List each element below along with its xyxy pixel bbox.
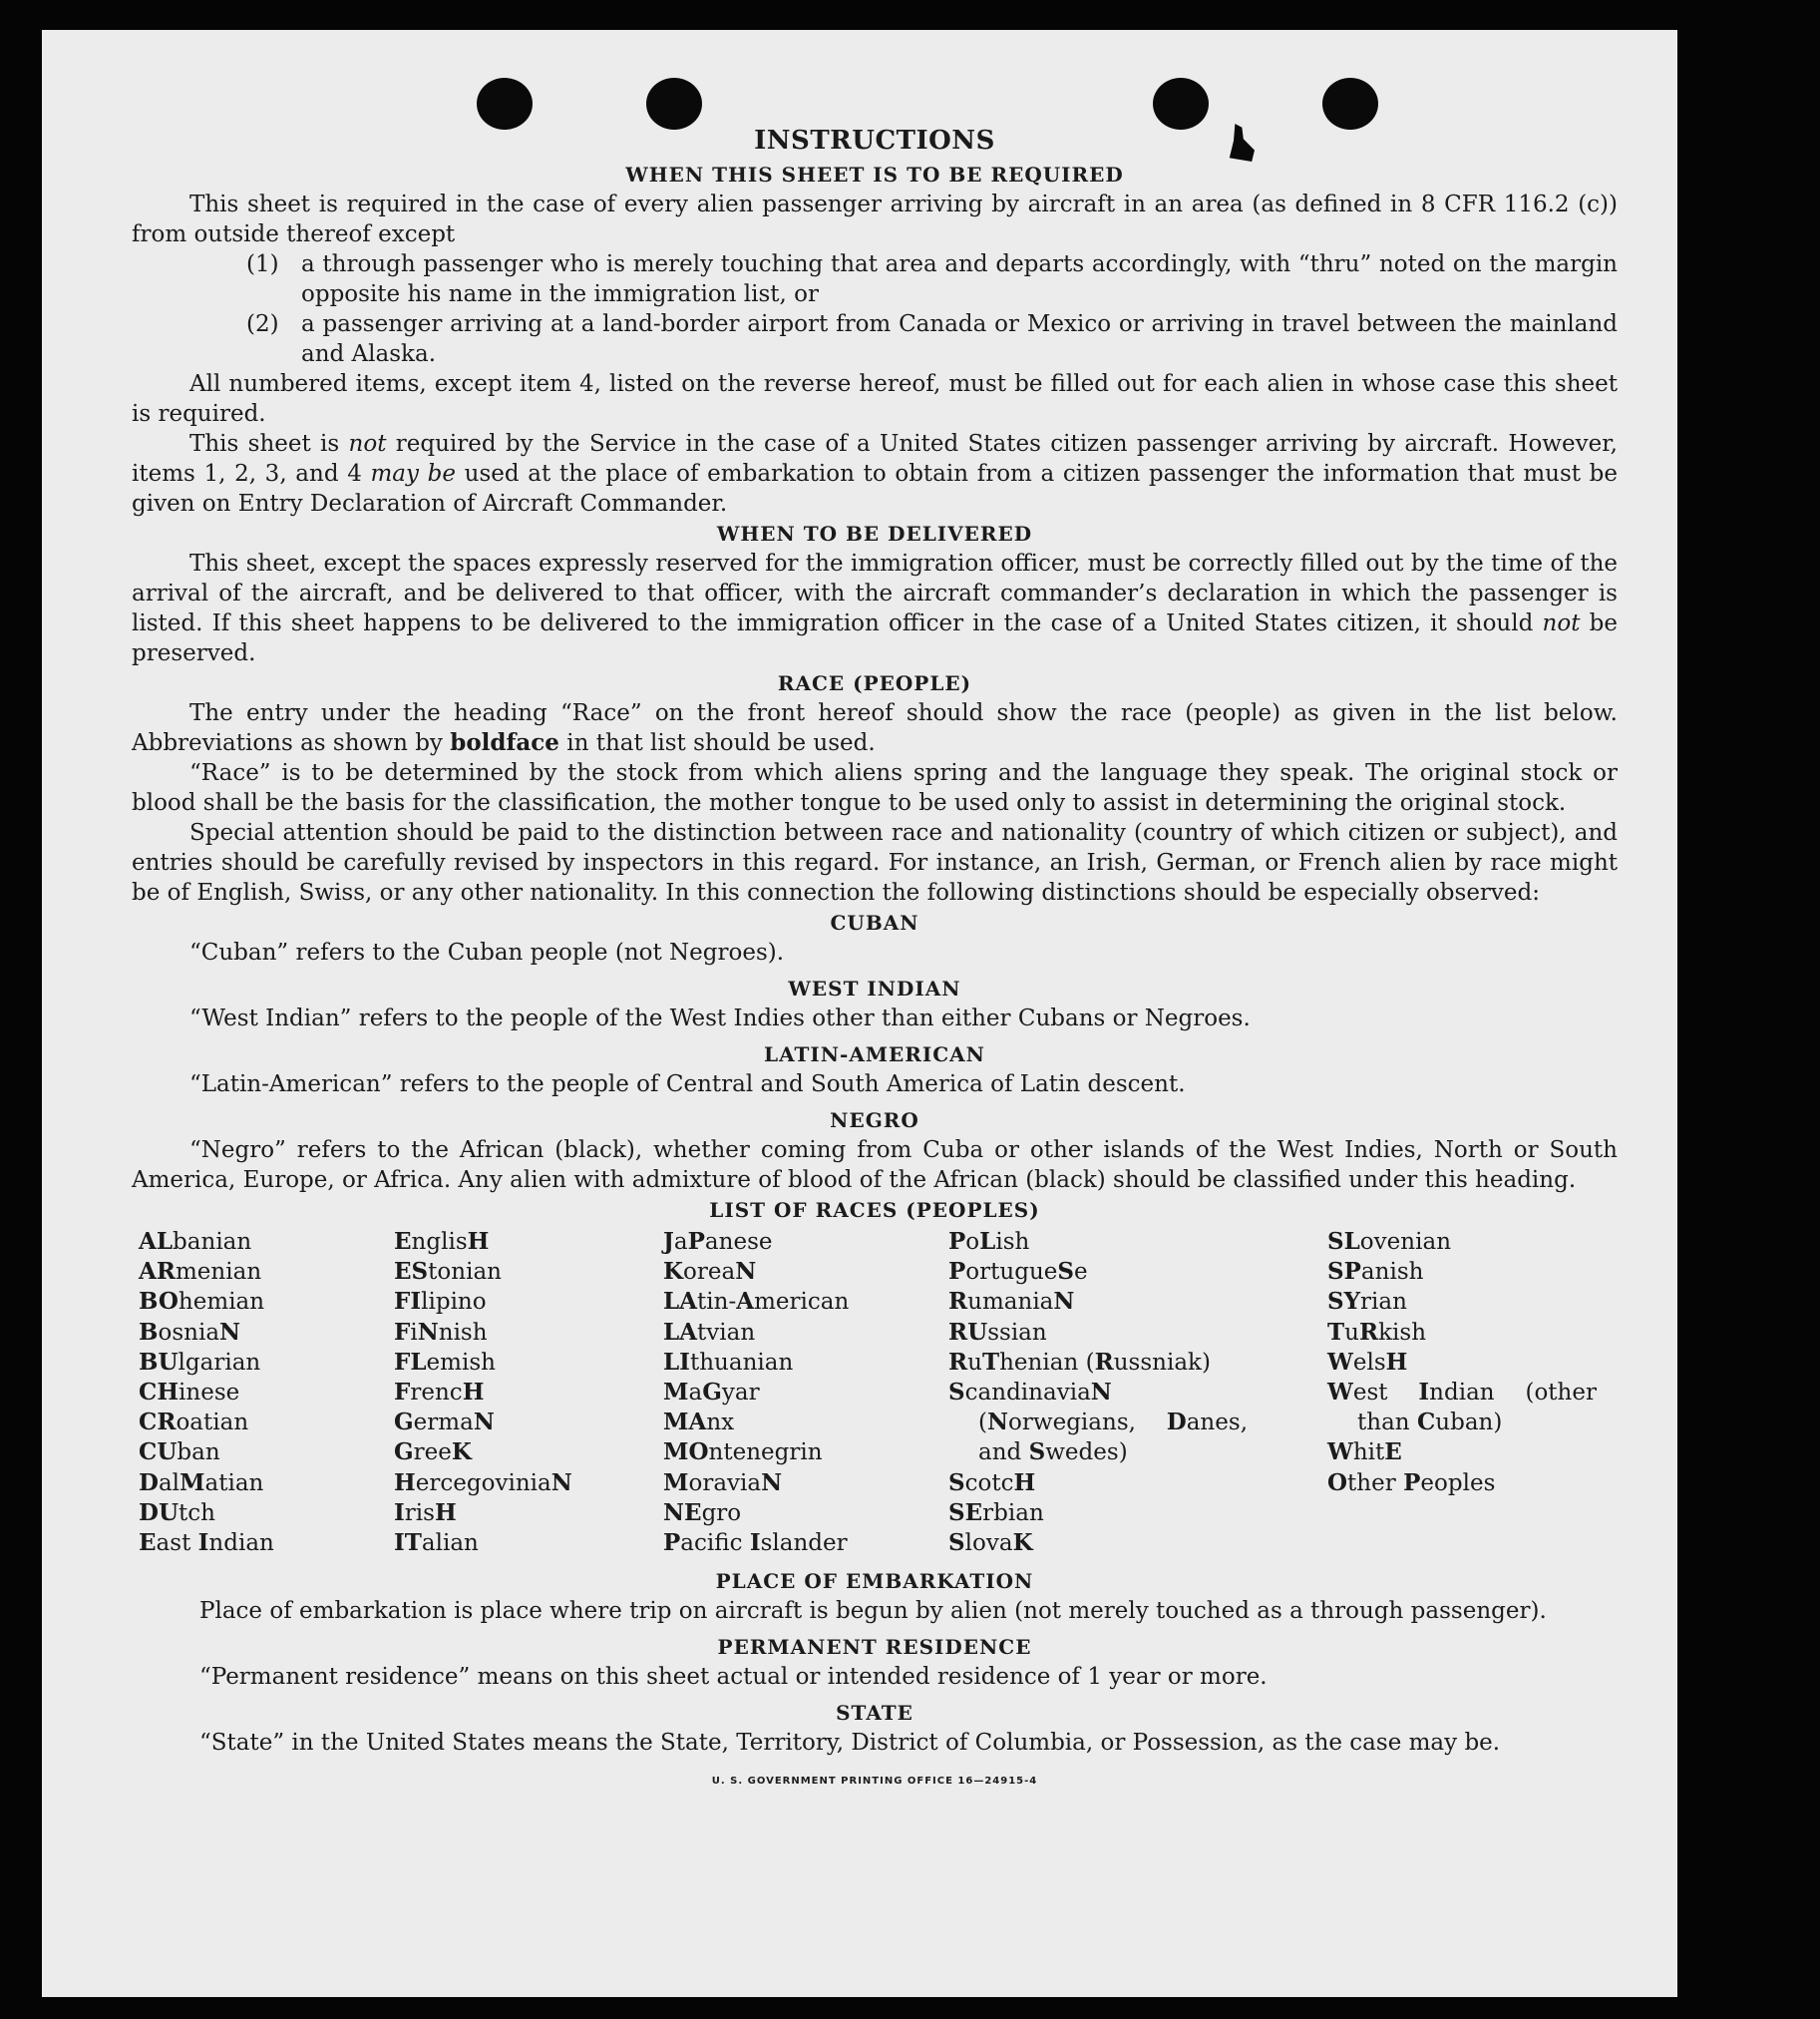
section-heading: PLACE OF EMBARKATION [715, 1569, 1034, 1594]
race-entry: LAtvian [663, 1318, 756, 1346]
race-column-spacer [1248, 1227, 1327, 1558]
race-entry: SErbian [948, 1498, 1044, 1526]
race-entry: Other Peoples [1327, 1468, 1496, 1496]
race-entry: BUlgarian [139, 1348, 261, 1376]
race-entry: MAnx [663, 1409, 735, 1436]
race-entry: RUssian [948, 1318, 1047, 1346]
race-entry: FLemish [394, 1348, 496, 1376]
list-item [132, 309, 1618, 369]
race-entry: CHinese [139, 1379, 240, 1407]
race-entry: ITalian [394, 1529, 479, 1557]
race-entry: HercegoviniaN [394, 1468, 572, 1496]
race-entry: TuRkish [1327, 1318, 1427, 1346]
race-entry: NEgro [663, 1498, 742, 1526]
section-heading: STATE [836, 1701, 913, 1726]
race-entry: East Indian [139, 1529, 274, 1557]
section-heading: PERMANENT RESIDENCE [717, 1635, 1032, 1660]
race-entry: LAtin-American [663, 1288, 850, 1316]
paragraph: Place of embarkation is place where trip on aircraft is begun by alien (not merely touched as a through passenger). [199, 1598, 1547, 1625]
item-number: (2) [246, 311, 279, 337]
race-entry: CUban [139, 1438, 220, 1466]
section-heading: WHEN TO BE DELIVERED [716, 522, 1033, 546]
race-entry: WelsH [1327, 1348, 1408, 1376]
race-entry: CRoatian [139, 1409, 249, 1436]
race-entry: EStonian [394, 1258, 502, 1286]
punch-hole [646, 78, 702, 130]
item-text: a passenger arriving at a land-border airport from Canada or Mexico or arriving in travel between the mainland and Alaska. [301, 311, 1618, 367]
race-entry: SLovenian [1327, 1228, 1452, 1255]
section-heading: LIST OF RACES (PEOPLES) [709, 1198, 1040, 1222]
section-heading: WEST INDIAN [788, 977, 961, 1001]
race-entry: PoLish [948, 1228, 1030, 1255]
paragraph: This sheet is required in the case of every alien passenger arriving by aircraft in an area (as defined in 8 CFR 116.2 (c)) from outside thereof except [132, 192, 1618, 247]
paragraph: “Race” is to be determined by the stock from which aliens spring and the language they speak. The original stock or blood shall be the basis for the classification, the mother tongue to be used only to assist in determining the original stock. [132, 760, 1618, 816]
punch-hole [1322, 78, 1378, 130]
race-entry: GermaN [394, 1409, 495, 1436]
paragraph: “State” in the United States means the State, Territory, District of Columbia, or Possession, as the case may be. [199, 1730, 1501, 1757]
paragraph: All numbered items, except item 4, listed on the reverse hereof, must be filled out for each alien in whose case this sheet is required. [132, 371, 1618, 427]
race-entry: SPanish [1327, 1258, 1424, 1286]
race-entry: EnglisH [394, 1228, 490, 1255]
section-heading: CUBAN [830, 911, 919, 935]
paragraph: The entry under the heading “Race” on the front hereof should show the race (people) as given in the list below. Abbreviations as shown by boldface in that list should be used. [132, 700, 1618, 756]
section-heading: NEGRO [830, 1108, 919, 1132]
race-entry: FrencH [394, 1379, 485, 1407]
section-heading: RACE (PEOPLE) [777, 671, 972, 695]
race-entry: MaGyar [663, 1379, 760, 1407]
race-entry: SYrian [1327, 1288, 1407, 1316]
paragraph: “Cuban” refers to the Cuban people (not Negroes). [189, 940, 785, 966]
race-entry: West Indian (other than Cuban) [1327, 1379, 1597, 1436]
paragraph: “West Indian” refers to the people of the West Indies other than either Cubans or Negroes. [189, 1006, 1251, 1031]
race-column [394, 1227, 663, 1558]
race-entry: LIthuanian [663, 1348, 794, 1376]
race-entry: ScandinaviaN (Norwegians, Danes, and Swedes) [948, 1379, 1248, 1466]
race-entry: FIlipino [394, 1288, 487, 1316]
paragraph: “Latin-American” refers to the people of Central and South America of Latin descent. [189, 1071, 1186, 1097]
race-list [132, 1227, 1618, 1558]
race-entry: MoraviaN [663, 1468, 783, 1496]
paragraph: Special attention should be paid to the distinction between race and nationality (country of which citizen or subject), and entries should be carefully revised by inspectors in this regard. For instance, an Irish, German, or French alien by race might be of English, Swiss, or any other nationality. In this connection the following distinctions should be especially observed: [132, 820, 1618, 906]
section-heading: LATIN-AMERICAN [764, 1042, 985, 1066]
race-entry: FiNnish [394, 1318, 488, 1346]
race-entry: BOhemian [139, 1288, 265, 1316]
punch-hole [1153, 78, 1209, 130]
race-entry: RumaniaN [948, 1288, 1075, 1316]
paragraph: “Negro” refers to the African (black), whether coming from Cuba or other islands of the West Indies, North or South America, Europe, or Africa. Any alien with admixture of blood of the African (black) should be classified under this heading. [132, 1137, 1618, 1193]
race-entry: DUtch [139, 1498, 215, 1526]
item-number: (1) [246, 251, 279, 277]
race-column [948, 1227, 1248, 1558]
race-entry: KoreaN [663, 1258, 757, 1286]
race-column [663, 1227, 948, 1558]
race-column [1327, 1227, 1597, 1558]
instructions-document [132, 126, 1618, 1787]
race-entry: IrisH [394, 1498, 457, 1526]
list-item [132, 249, 1618, 309]
race-entry: RuThenian (Russniak) [948, 1348, 1211, 1376]
race-entry: WhitE [1327, 1438, 1402, 1466]
race-entry: BosniaN [139, 1318, 241, 1346]
paragraph: This sheet is not required by the Service in the case of a United States citizen passenger arriving by aircraft. However, items 1, 2, 3, and 4 may be used at the place of embarkation to obtain from a citizen passenger the information that must be given on Entry Declaration of Aircraft Commander. [132, 431, 1618, 517]
paragraph: This sheet, except the spaces expressly reserved for the immigration officer, must be correctly filled out by the time of the arrival of the aircraft, and be delivered to that officer, with the aircraft commander’s declaration in which the passenger is listed. If this sheet happens to be delivered to the immigration officer in the case of a United States citizen, it should not be preserved. [132, 551, 1618, 666]
race-entry: Pacifc Islander [663, 1529, 848, 1557]
race-column [139, 1227, 394, 1558]
race-entry: PortugueSe [948, 1258, 1088, 1286]
section-heading: WHEN THIS SHEET IS TO BE REQUIRED [625, 163, 1124, 187]
printer-imprint: U. S. GOVERNMENT PRINTING OFFICE 16—24915-4 [711, 1776, 1038, 1788]
punch-hole [477, 78, 533, 130]
race-entry: JaPanese [663, 1228, 773, 1255]
race-entry: MOntenegrin [663, 1438, 823, 1466]
race-entry: ARmenian [139, 1258, 262, 1286]
race-entry: DalMatian [139, 1468, 264, 1496]
page-title: INSTRUCTIONS [754, 126, 995, 156]
item-text: a through passenger who is merely touching that area and departs accordingly, with “thru” noted on the margin opposite his name in the immigration list, or [301, 251, 1618, 307]
race-entry: GreeK [394, 1438, 472, 1466]
document-sheet [42, 30, 1677, 1997]
paragraph: “Permanent residence” means on this sheet actual or intended residence of 1 year or more. [199, 1664, 1268, 1691]
race-entry: SlovaK [948, 1529, 1033, 1557]
race-entry: ScotcH [948, 1468, 1036, 1496]
race-entry: ALbanian [139, 1228, 252, 1255]
